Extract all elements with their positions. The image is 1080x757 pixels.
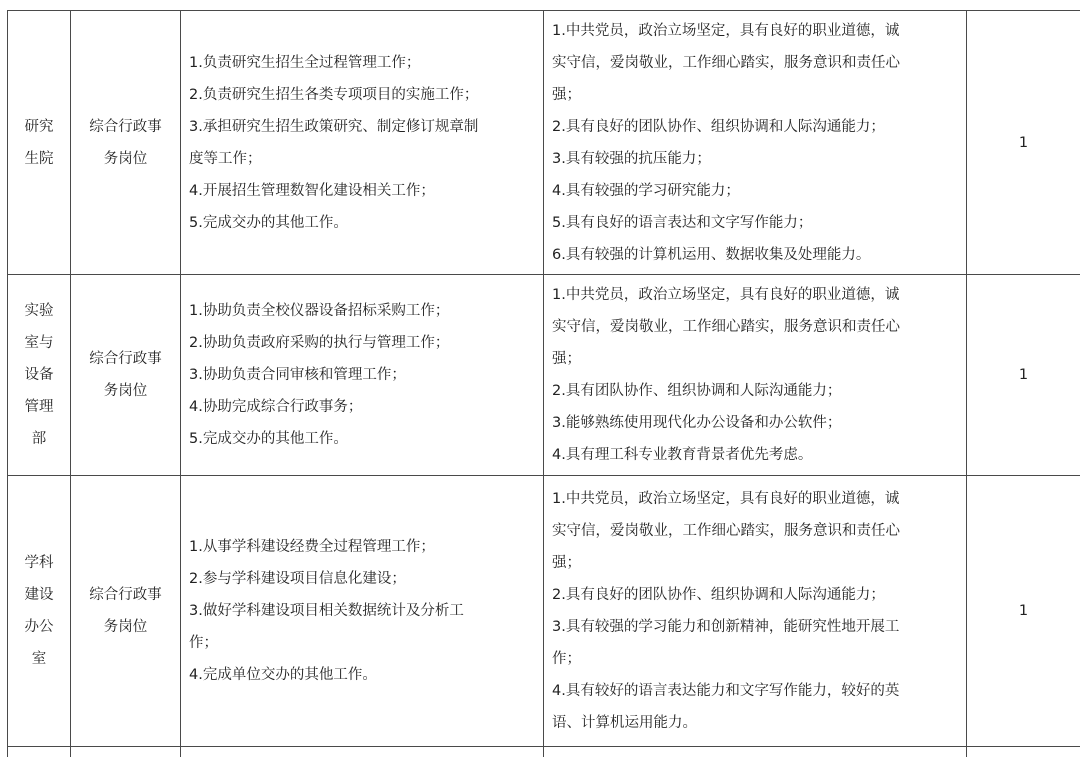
position-cell: 综合行政事 务岗位 bbox=[71, 476, 181, 747]
table-row bbox=[8, 476, 1080, 747]
requirements-cell: 1.中共党员，政治立场坚定，具有良好的职业道德，诚 实守信，爱岗敬业，工作细心踏实，服务意识和责任心 强； 2.具有良好的团队协作、组织协调和人际沟通能力； 3.具有较强的抗压能力； 4.具有较强的学习研究能力； 5.具有良好的语言表达和文字写作能力； 6.具有较强的计算机运用、数据收集及处理能力。 bbox=[544, 11, 967, 275]
recruitment-table bbox=[7, 10, 1080, 757]
department-cell: 实验 室与 设备 管理 部 bbox=[8, 275, 71, 476]
empty-cell bbox=[967, 747, 1080, 757]
headcount-cell: 1 bbox=[967, 476, 1080, 747]
requirements-cell: 1.中共党员，政治立场坚定，具有良好的职业道德，诚 实守信，爱岗敬业，工作细心踏实，服务意识和责任心 强； 2.具有良好的团队协作、组织协调和人际沟通能力； 3.具有较强的学习能力和创新精神，能研究性地开展工 作； 4.具有较好的语言表达能力和文字写作能力，较好的英 语、计算机运用能力。 bbox=[544, 476, 967, 747]
headcount-cell: 1 bbox=[967, 11, 1080, 275]
department-cell: 学科 建设 办公 室 bbox=[8, 476, 71, 747]
requirements-cell: 1.中共党员，政治立场坚定，具有良好的职业道德，诚 实守信，爱岗敬业，工作细心踏实，服务意识和责任心 强； 2.具有团队协作、组织协调和人际沟通能力； 3.能够熟练使用现代化办公设备和办公软件； 4.具有理工科专业教育背景者优先考虑。 bbox=[544, 275, 967, 476]
duties-cell: 1.协助负责全校仪器设备招标采购工作； 2.协助负责政府采购的执行与管理工作； 3.协助负责合同审核和管理工作； 4.协助完成综合行政事务； 5.完成交办的其他工作。 bbox=[181, 275, 544, 476]
position-cell: 综合行政事 务岗位 bbox=[71, 11, 181, 275]
empty-cell bbox=[544, 747, 967, 757]
empty-cell bbox=[181, 747, 544, 757]
headcount-cell: 1 bbox=[967, 275, 1080, 476]
position-cell: 综合行政事 务岗位 bbox=[71, 275, 181, 476]
empty-cell bbox=[71, 747, 181, 757]
table-row bbox=[8, 11, 1080, 275]
table-row bbox=[8, 275, 1080, 476]
duties-cell: 1.从事学科建设经费全过程管理工作； 2.参与学科建设项目信息化建设； 3.做好学科建设项目相关数据统计及分析工 作； 4.完成单位交办的其他工作。 bbox=[181, 476, 544, 747]
empty-cell bbox=[8, 747, 71, 757]
department-cell: 研究 生院 bbox=[8, 11, 71, 275]
duties-cell: 1.负责研究生招生全过程管理工作； 2.负责研究生招生各类专项项目的实施工作； 3.承担研究生招生政策研究、制定修订规章制 度等工作； 4.开展招生管理数智化建设相关工作； 5.完成交办的其他工作。 bbox=[181, 11, 544, 275]
table-row-partial bbox=[8, 747, 1080, 757]
